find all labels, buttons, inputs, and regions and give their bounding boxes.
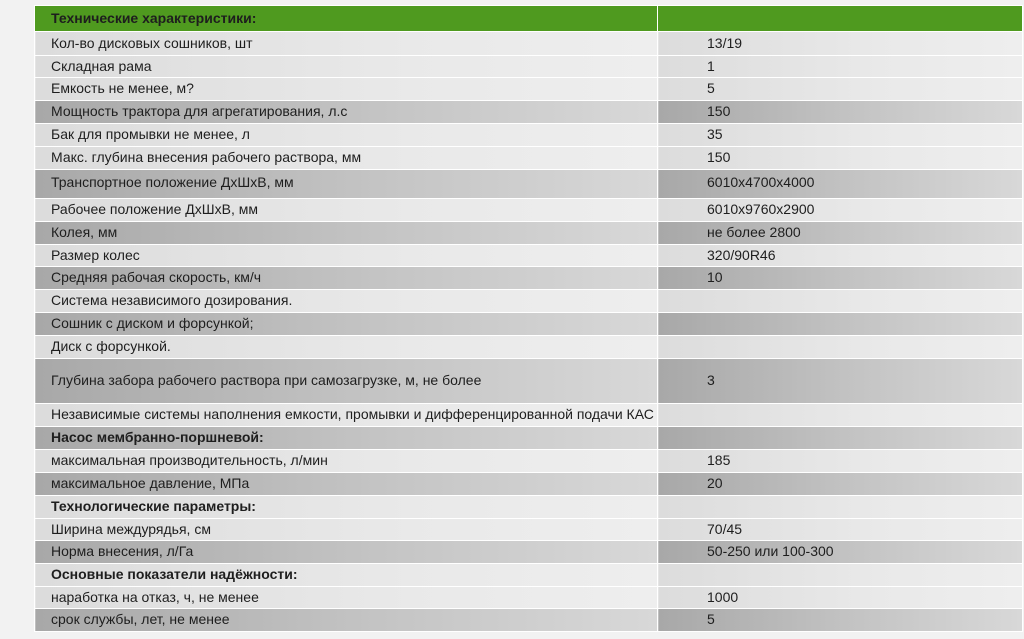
table-row (35, 313, 1023, 336)
param-value: 35 (658, 124, 1023, 147)
param-value: 320/90R46 (658, 245, 1023, 267)
param-name: Кол-во дисковых сошников, шт (35, 32, 658, 56)
table-row (35, 56, 1023, 78)
param-name: Макс. глубина внесения рабочего раствора, мм (35, 147, 658, 170)
table-row (35, 404, 1023, 427)
param-value: не более 2800 (658, 222, 1023, 245)
param-name: Основные показатели надёжности: (35, 564, 658, 587)
param-value (658, 313, 1023, 336)
table-row (35, 170, 1023, 199)
param-name: Технологические параметры: (35, 496, 658, 519)
table-row (35, 199, 1023, 222)
param-name: наработка на отказ, ч, не менее (35, 587, 658, 609)
table-row (35, 124, 1023, 147)
param-name: Независимые системы наполнения емкости, промывки и дифференцированной подачи КАС (35, 404, 658, 427)
param-value: 6010х4700х4000 (658, 170, 1023, 199)
table-row (35, 147, 1023, 170)
param-name: Средняя рабочая скорость, км/ч (35, 267, 658, 290)
param-name: Колея, мм (35, 222, 658, 245)
param-name: Норма внесения, л/Га (35, 541, 658, 564)
param-name: максимальное давление, МПа (35, 473, 658, 496)
param-name: максимальная производительность, л/мин (35, 450, 658, 473)
param-name: Диск с форсункой. (35, 336, 658, 359)
param-name: Бак для промывки не менее, л (35, 124, 658, 147)
table-row (35, 450, 1023, 473)
table-row (35, 101, 1023, 124)
param-name: Глубина забора рабочего раствора при самозагрузке, м, не более (35, 359, 658, 404)
param-value: 70/45 (658, 519, 1023, 541)
table-row (35, 267, 1023, 290)
specifications-table (34, 5, 1023, 632)
table-row (35, 587, 1023, 609)
param-name: Складная рама (35, 56, 658, 78)
param-value: 185 (658, 450, 1023, 473)
table-row (35, 496, 1023, 519)
param-name: Насос мембранно-поршневой: (35, 427, 658, 450)
table-row (35, 609, 1023, 632)
param-value (658, 336, 1023, 359)
table-header-row (35, 6, 1023, 32)
param-value: 1 (658, 56, 1023, 78)
table-row (35, 78, 1023, 101)
param-name: Транспортное положение ДхШхВ, мм (35, 170, 658, 199)
param-name: Система независимого дозирования. (35, 290, 658, 313)
table-row (35, 245, 1023, 267)
table-row (35, 32, 1023, 56)
param-value: 6010х9760х2900 (658, 199, 1023, 222)
param-value: 20 (658, 473, 1023, 496)
table-row (35, 473, 1023, 496)
param-value: 3 (658, 359, 1023, 404)
param-value (658, 404, 1023, 427)
param-value: 10 (658, 267, 1023, 290)
param-value (658, 564, 1023, 587)
param-value (658, 427, 1023, 450)
param-value (658, 290, 1023, 313)
table-row (35, 336, 1023, 359)
param-value: 50-250 или 100-300 (658, 541, 1023, 564)
table-row (35, 541, 1023, 564)
param-name: Емкость не менее, м? (35, 78, 658, 101)
param-name: Ширина междурядья, см (35, 519, 658, 541)
table-row (35, 519, 1023, 541)
param-name: срок службы, лет, не менее (35, 609, 658, 632)
param-name: Рабочее положение ДхШхВ, мм (35, 199, 658, 222)
param-name: Сошник с диском и форсункой; (35, 313, 658, 336)
param-value: 5 (658, 609, 1023, 632)
table-header-empty-cell (658, 6, 1023, 32)
table-row (35, 222, 1023, 245)
param-value: 150 (658, 147, 1023, 170)
table-title: Технические характеристики: (35, 6, 658, 32)
param-value: 5 (658, 78, 1023, 101)
param-value: 13/19 (658, 32, 1023, 56)
table-row (35, 359, 1023, 404)
param-value (658, 496, 1023, 519)
param-name: Мощность трактора для агрегатирования, л.с (35, 101, 658, 124)
param-value: 150 (658, 101, 1023, 124)
param-value: 1000 (658, 587, 1023, 609)
param-name: Размер колес (35, 245, 658, 267)
table-row (35, 290, 1023, 313)
table-row (35, 427, 1023, 450)
table-row (35, 564, 1023, 587)
